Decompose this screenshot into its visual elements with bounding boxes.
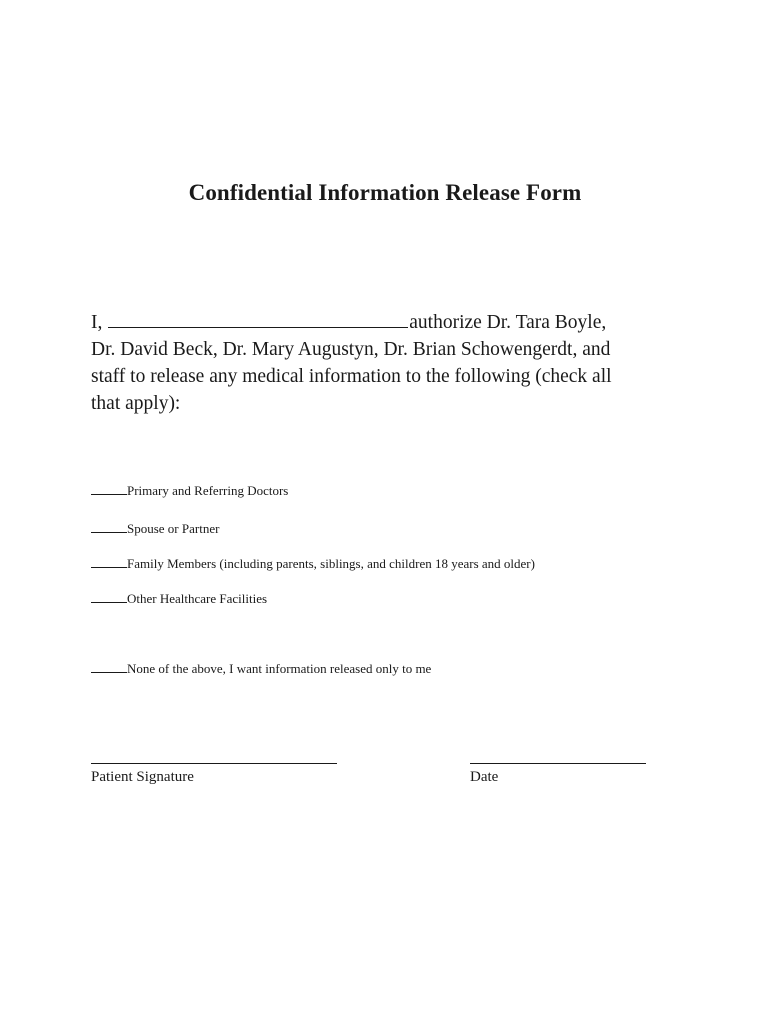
form-title: Confidential Information Release Form bbox=[188, 180, 582, 205]
option-label: Other Healthcare Facilities bbox=[127, 591, 268, 606]
authorization-line-2: Dr. David Beck, Dr. Mary Augustyn, Dr. Brian Schowengerdt, and bbox=[91, 339, 611, 360]
option-family-members bbox=[91, 555, 535, 572]
option-primary-doctors bbox=[91, 482, 288, 499]
option-label: Primary and Referring Doctors bbox=[127, 483, 289, 498]
check-blank-primary-doctors[interactable] bbox=[91, 482, 127, 495]
authorization-line-4: that apply): bbox=[91, 393, 181, 414]
check-blank-spouse-partner[interactable] bbox=[91, 520, 127, 533]
check-blank-none-of-above[interactable] bbox=[91, 660, 127, 673]
option-none-of-above bbox=[91, 660, 431, 677]
option-label: Spouse or Partner bbox=[127, 521, 220, 536]
date-label: Date bbox=[470, 769, 499, 785]
patient-signature-line[interactable] bbox=[91, 763, 337, 764]
check-blank-other-facilities[interactable] bbox=[91, 590, 127, 603]
option-label: None of the above, I want information released only to me bbox=[127, 661, 432, 676]
authorization-line-1 bbox=[91, 308, 691, 336]
authorization-line-3: staff to release any medical information to the following (check all bbox=[91, 366, 612, 387]
intro-line1-suffix: authorize Dr. Tara Boyle, bbox=[409, 312, 607, 333]
authorization-paragraph bbox=[91, 308, 691, 417]
patient-signature-label: Patient Signature bbox=[91, 769, 194, 785]
option-label: Family Members (including parents, siblings, and children 18 years and older) bbox=[127, 556, 535, 571]
option-spouse-partner bbox=[91, 520, 219, 537]
option-other-facilities bbox=[91, 590, 267, 607]
name-blank-field[interactable] bbox=[108, 308, 408, 328]
date-line[interactable] bbox=[470, 763, 646, 764]
check-blank-family-members[interactable] bbox=[91, 555, 127, 568]
intro-prefix: I, bbox=[91, 312, 103, 333]
